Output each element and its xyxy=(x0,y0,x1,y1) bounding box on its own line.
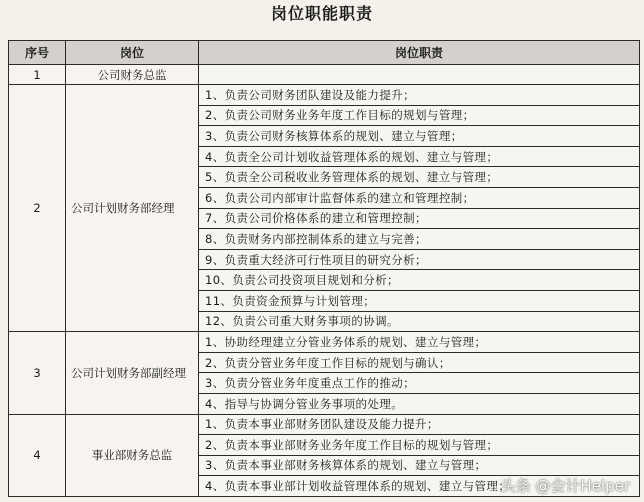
duty-item xyxy=(199,65,640,85)
duty-item: 2、负责本事业部财务业务年度工作目标的规划与管理； xyxy=(199,435,640,456)
row-seq: 1 xyxy=(9,65,66,85)
table-header-row xyxy=(9,41,640,65)
duty-item: 2、负责公司财务业务年度工作目标的规划与管理； xyxy=(199,105,640,126)
duty-item: 3、负责公司财务核算体系的规划、建立与管理； xyxy=(199,126,640,147)
table-row xyxy=(9,332,640,353)
duty-item: 1、负责公司财务团队建设及能力提升； xyxy=(199,85,640,106)
table-row xyxy=(9,65,640,85)
duty-item: 11、负责资金预算与计划管理； xyxy=(199,290,640,311)
duty-item: 8、负责财务内部控制体系的建立与完善； xyxy=(199,229,640,250)
table-row xyxy=(9,414,640,435)
row-seq: 4 xyxy=(9,414,66,496)
row-position: 公司计划财务部经理 xyxy=(66,85,199,332)
duty-item: 1、协助经理建立分管业务体系的规划、建立与管理； xyxy=(199,332,640,353)
watermark: 头条 @会计Helper xyxy=(500,477,630,495)
duty-item: 4、负责本事业部计划收益管理体系的规划、建立与管理； xyxy=(199,476,640,497)
page-title: 岗位职能职责 xyxy=(270,4,373,23)
duty-item: 2、负责分管业务年度工作目标的规划与确认； xyxy=(199,352,640,373)
duty-item: 3、负责分管业务年度重点工作的推动； xyxy=(199,373,640,394)
duty-item: 7、负责公司价格体系的建立和管理控制； xyxy=(199,208,640,229)
duty-item: 12、负责公司重大财务事项的协调。 xyxy=(199,311,640,332)
row-position: 公司计划财务部副经理 xyxy=(66,332,199,414)
row-position: 事业部财务总监 xyxy=(66,414,199,496)
row-seq: 2 xyxy=(9,85,66,332)
duties-table xyxy=(8,40,640,497)
duty-item: 5、负责全公司税收业务管理体系的规划、建立与管理； xyxy=(199,167,640,188)
duty-item: 1、负责本事业部财务团队建设及能力提升； xyxy=(199,414,640,435)
duty-item: 6、负责公司内部审计监督体系的建立和管理控制； xyxy=(199,187,640,208)
duty-item: 4、指导与协调分管业务事项的处理。 xyxy=(199,393,640,414)
duty-item: 9、负责重大经济可行性项目的研究分析； xyxy=(199,249,640,270)
header-position: 岗位 xyxy=(66,41,199,65)
duty-item: 10、负责公司投资项目规划和分析； xyxy=(199,270,640,291)
row-seq: 3 xyxy=(9,332,66,414)
duty-item: 3、负责本事业部财务核算体系的规划、建立与管理； xyxy=(199,455,640,476)
row-position: 公司财务总监 xyxy=(66,65,199,85)
duty-item: 4、负责全公司计划收益管理体系的规划、建立与管理； xyxy=(199,146,640,167)
table-row xyxy=(9,85,640,106)
header-duties: 岗位职责 xyxy=(199,41,640,65)
header-seq: 序号 xyxy=(9,41,66,65)
